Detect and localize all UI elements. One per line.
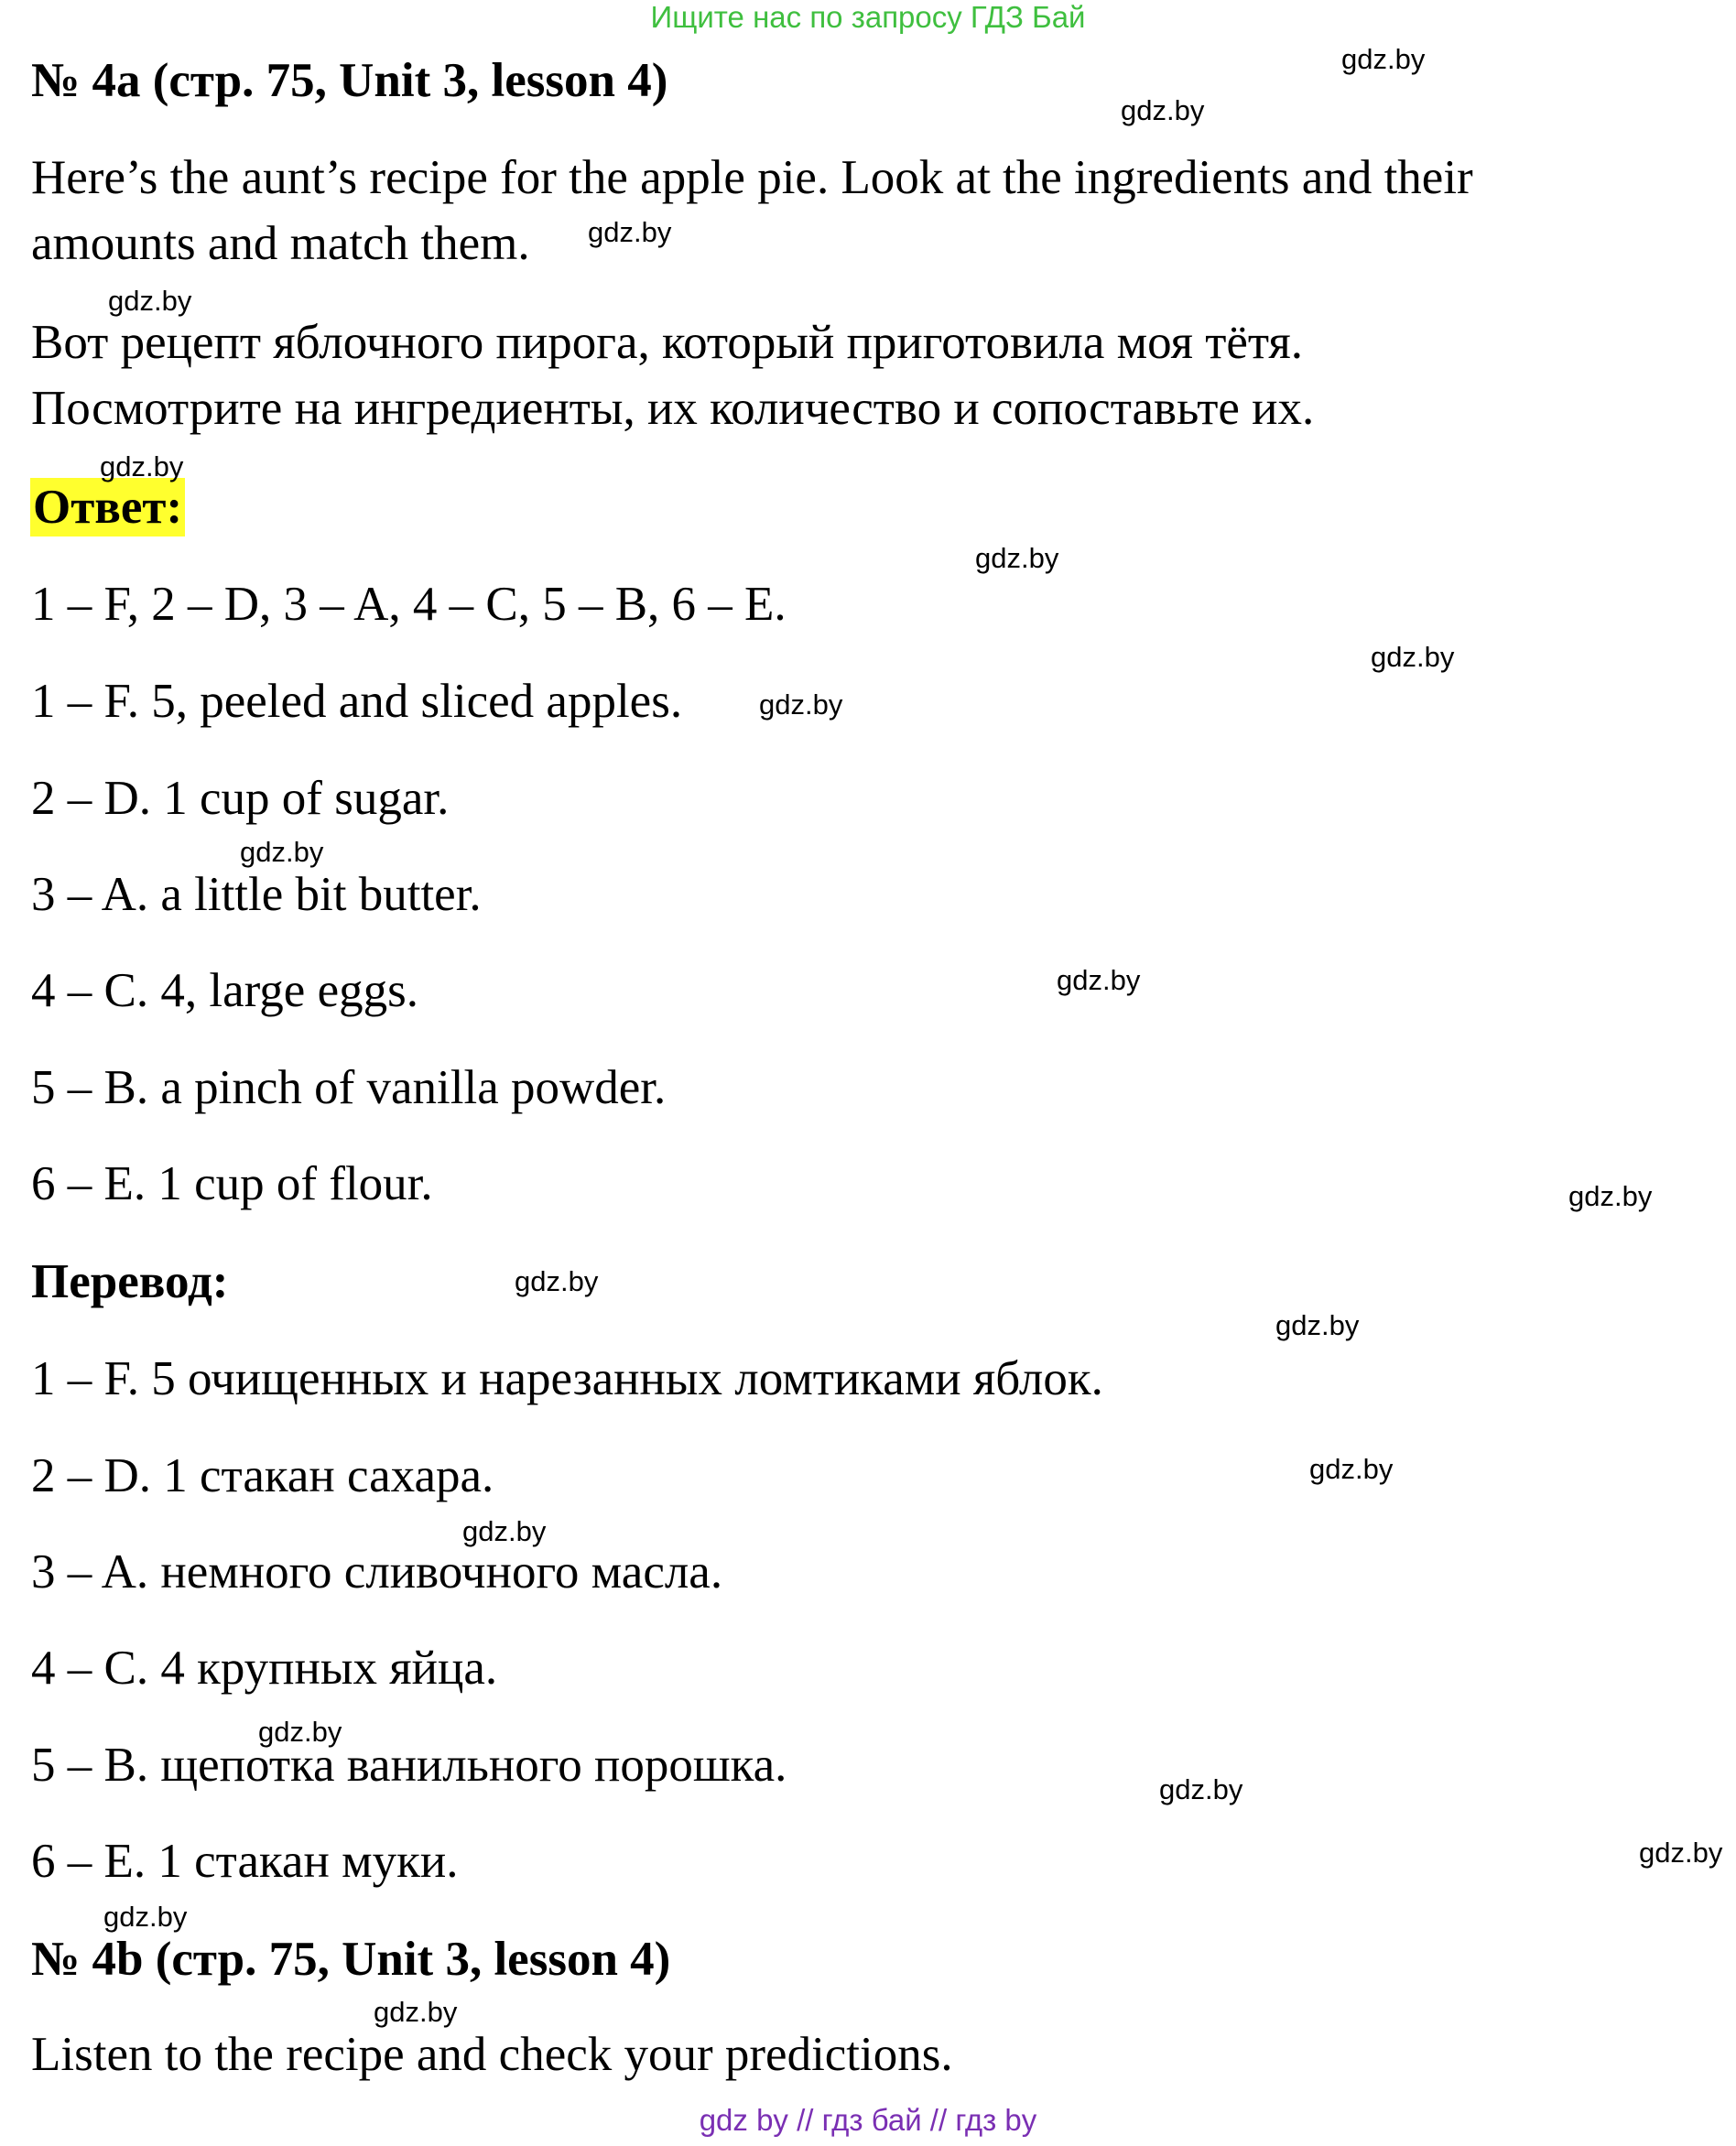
watermark: gdz.by (588, 216, 672, 248)
instruction-en-line-1: Here’s the aunt’s recipe for the apple pie. Look at the ingredients and their (31, 151, 1473, 204)
top-banner[interactable]: Ищите нас по запросу ГДЗ Бай (650, 0, 1086, 34)
watermark: gdz.by (759, 688, 843, 721)
watermark: gdz.by (975, 542, 1059, 574)
footer-links[interactable]: gdz by // гдз бай // гдз by (699, 2103, 1037, 2137)
watermark: gdz.by (1639, 1837, 1723, 1869)
watermark: gdz.by (1121, 94, 1205, 126)
watermark: gdz.by (1159, 1773, 1243, 1805)
translation-item-6: 6 – E. 1 стакан муки. (31, 1835, 459, 1888)
task-4b-heading: № 4b (стр. 75, Unit 3, lesson 4) (31, 1933, 671, 1986)
answer-item-1: 1 – F. 5, peeled and sliced apples. (31, 675, 683, 728)
translation-item-3: 3 – A. немного сливочного масла. (31, 1545, 723, 1599)
watermark: gdz.by (515, 1265, 599, 1297)
task-4a-heading: № 4a (стр. 75, Unit 3, lesson 4) (31, 54, 668, 107)
translation-label: Перевод: (31, 1255, 229, 1308)
task-4b-instruction: Listen to the recipe and check your predictions. (31, 2028, 953, 2081)
watermark: gdz.by (1057, 964, 1141, 996)
watermark: gdz.by (258, 1716, 342, 1748)
answer-item-2: 2 – D. 1 cup of sugar. (31, 772, 450, 825)
translation-item-1: 1 – F. 5 очищенных и нарезанных ломтиками яблок. (31, 1352, 1103, 1405)
answer-item-6: 6 – E. 1 cup of flour. (31, 1157, 433, 1210)
watermark: gdz.by (240, 836, 324, 868)
translation-item-4: 4 – C. 4 крупных яйца. (31, 1642, 498, 1695)
watermark: gdz.by (462, 1515, 547, 1547)
instruction-en-line-2: amounts and match them. (31, 217, 530, 270)
instruction-ru-line-2: Посмотрите на ингредиенты, их количество и сопоставьте их. (31, 382, 1315, 435)
instruction-ru-line-1: Вот рецепт яблочного пирога, который приготовила моя тётя. (31, 316, 1304, 369)
answer-item-3: 3 – A. a little bit butter. (31, 868, 482, 921)
watermark: gdz.by (100, 450, 184, 482)
watermark: gdz.by (1341, 43, 1426, 75)
answer-item-5: 5 – B. a pinch of vanilla powder. (31, 1061, 667, 1114)
answer-label: Ответ: (30, 478, 185, 536)
translation-item-5: 5 – B. щепотка ванильного порошка. (31, 1739, 787, 1792)
answer-summary: 1 – F, 2 – D, 3 – A, 4 – C, 5 – B, 6 – E. (31, 578, 787, 631)
watermark: gdz.by (103, 1901, 188, 1933)
watermark: gdz.by (1371, 641, 1455, 673)
watermark: gdz.by (1275, 1309, 1360, 1341)
translation-item-2: 2 – D. 1 стакан сахара. (31, 1449, 494, 1502)
answer-item-4: 4 – C. 4, large eggs. (31, 964, 418, 1017)
watermark: gdz.by (108, 285, 192, 317)
watermark: gdz.by (1568, 1180, 1653, 1212)
watermark: gdz.by (374, 1996, 458, 2028)
watermark: gdz.by (1309, 1453, 1394, 1485)
